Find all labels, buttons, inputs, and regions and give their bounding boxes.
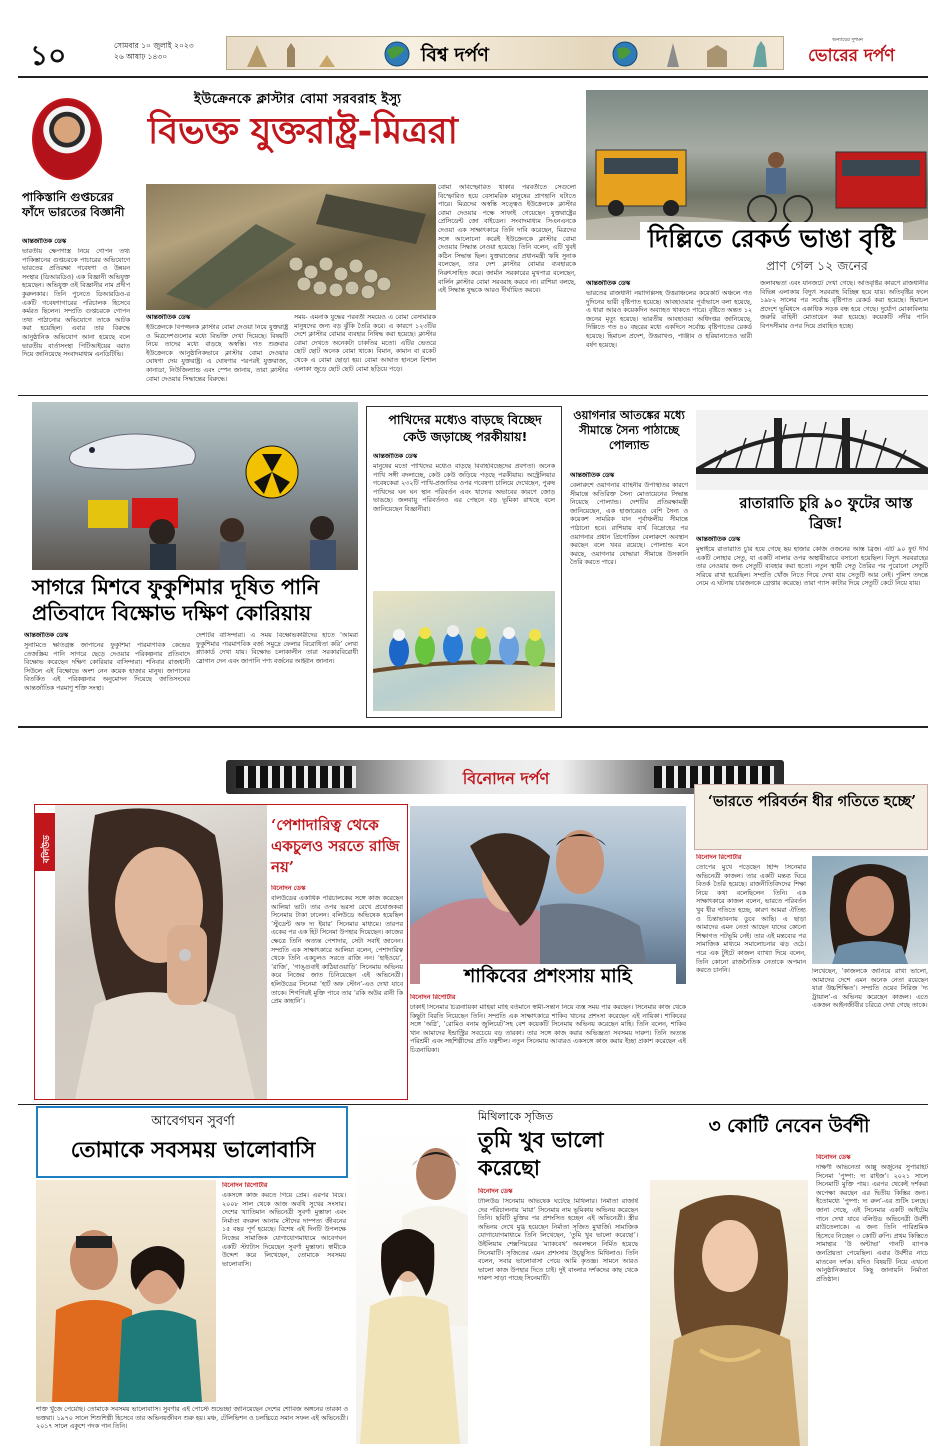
bridge-byline: আন্তর্জাতিক ডেস্ক (696, 536, 740, 543)
ent3-headline: ‘ভারতে পরিবর্তন ধীর গতিতে হচ্ছে’ (707, 793, 917, 810)
delhi-subhead: প্রাণ গেল ১২ জনের (766, 258, 868, 273)
masthead-banner (226, 36, 784, 70)
ent4-body: একসঙ্গে কাজ করতে গিয়ে প্রেম। এরপর বিয়ে। ২০০৮ সাল থেকে আজ অবধি সুখের সংসার। দেশের খ্যাতিমান অভিনেত্রী সুবর্ণা মুস্তাফা এবং নির্মাতা বদরুল আনাম সৌদের দাম্পত্য জীবনের ১৫ বছর পূর্ণ হয়েছে। বিশেষ এই দিনটি উপলক্ষে নিজের সামাজিক যোগাযোগমাধ্যমে আবেগঘন একটি স্ট্যাটাস দিয়েছেন সুবর্ণা মুস্তাফা। স্বামীকে উদ্দেশ করে লিখেছেন, তোমাকে সবসময় ভালোবাসি। (222, 1192, 346, 1268)
masthead-rule (18, 76, 928, 78)
ent1-side-tab-label: বলিউড (42, 835, 52, 863)
bridge-story (696, 410, 928, 718)
poland-body: বেলারুশে ওয়াগনার বাহিনীর উপস্থিতির কারণে সীমান্তে অতিরিক্ত সৈন্য মোতায়েনের সিদ্ধান্ত নিয়েছে পোল্যান্ড। দেশটির প্রতিরক্ষামন্ত্রী জানিয়েছেন, এক হাজারেরও বেশি সৈন্য ও কয়েকশ সামরিক যান পূর্বাঞ্চলীয় সীমান্তে পাঠানো হবে। রাশিয়ায় ব্যর্থ বিদ্রোহের পর ওয়াগনার প্রধান প্রিগোজিন বেলারুশে অবস্থান করছেন বলে খবর রয়েছে। পোল্যান্ড মনে করছে, ওয়াগনার যোদ্ধারা সীমান্তে উসকানি তৈরি করতে পারে। (570, 482, 688, 567)
kajol-photo (812, 856, 928, 964)
ent3-story (694, 784, 928, 1100)
urvashi-photo (650, 1180, 808, 1446)
poland-headline: ওয়াগনার আতঙ্কের মধ্যে সীমান্তে সৈন্য পাঠাচ্ছে পোল্যান্ড (573, 408, 685, 452)
ent1-side-tab (35, 813, 55, 871)
korea-headline-2: প্রতিবাদে বিক্ষোভ দক্ষিণ কোরিয়ায় (32, 601, 312, 625)
suborna-art (36, 1180, 216, 1402)
ent6-body: দক্ষিণী অভিনেতা আল্লু অর্জুনের সুপারহিট সিনেমা ‘পুষ্পা: দ্য রাইজ’। ২০২১ সালে সিনেমাটি মুক্তি পায়। এরপর থেকেই দর্শকরা অপেক্ষা করছেন এর দ্বিতীয় কিস্তির জন্য। ইতোমধ্যে ‘পুষ্পা: দ্য রুল’-এর শুটিং চলছে। জানা গেছে, এই সিনেমার একটি আইটেম গানে দেখা যাবে বলিউড অভিনেত্রী উর্বশী রাউতেলাকে। এ জন্য তিনি পারিশ্রমিক হিসেবে নিচ্ছেন ৩ কোটি রুপি। প্রথম কিস্তিতে সামান্থার ‘উ অন্টাভা’ গানটি ব্যাপক জনপ্রিয়তা পেয়েছিল। এবার উর্বশীর নাচে মাতবেন দর্শক। যদিও বিষয়টি নিয়ে এখনো আনুষ্ঠানিকভাবে কিছু জানায়নি নির্মাতা প্রতিষ্ঠান। (816, 1164, 928, 1283)
ent2-headline: শাকিবের প্রশংসায় মাহি (420, 964, 676, 990)
ent6-byline: বিনোদন ডেস্ক (816, 1154, 851, 1161)
ent4-body2: শক্তি খুঁজে পেয়েছি। তোমাকে সবসময় ভালোবাসি। সুবর্ণার এই পোস্টে শুভেচ্ছা জানিয়েছেন দেশের শোবিজ অঙ্গনের তারকা ও ভক্তরা। ১৯৭০ সালে শিশুশিল্পী হিসেবে তার অভিনয়জীবন শুরু হয়। মঞ্চ, টেলিভিশন ও চলচ্চিত্রে সমান সফল এই অভিনেত্রী। ২০১৭ সালে একুশে পদক পান তিনি। (36, 1406, 348, 1431)
lead-headline: বিভক্ত যুক্তরাষ্ট্র-মিত্ররা (148, 110, 458, 152)
ent2-story (410, 804, 686, 1100)
paper-tagline: অন্যায়ের দুশমন (832, 37, 863, 43)
flood-photo (586, 90, 928, 240)
side-story (18, 188, 130, 392)
divider-2 (18, 726, 928, 728)
delhi-body1: ভারতের রাজধানী নয়াদিল্লিসহ উত্তরাঞ্চলের কয়েকটি অঞ্চলে গত দুদিনের ভারী বৃষ্টিপাত হয়েছে। আবহাওয়ার পূর্বাভাসে বলা হয়েছে, এ ধারা আরও কয়েকদিন অব্যাহত থাকতে পারে। বৃষ্টিতে অন্তত ১২ জনের মৃত্যু হয়েছে। ভারতীয় আবহাওয়া অধিদপ্তর জানিয়েছে, দিল্লিতে গত ৪০ বছরের মধ্যে একদিনে সর্বোচ্চ বৃষ্টিপাতের রেকর্ড হয়েছে। হিমাচল প্রদেশ, উত্তরাখণ্ড, পাঞ্জাব ও হরিয়ানাতেও ভারী বর্ষণ হয়েছে। (586, 290, 752, 349)
film-strip-left (236, 766, 356, 788)
ent4-kicker: আবেগঘন সুবর্ণা (151, 1114, 235, 1129)
ent3-body2: লিখেছেন, ‘কাজলকে জানিয়ে রাখা ভালো, আমাদের দেশে এমন অনেক নেতা রয়েছেন যারা উচ্চশিক্ষিত’। সম্প্রতি ওয়েব সিরিজ ‘দ্য ট্রায়াল’-এ অভিনয় করেছেন কাজল। এতে একজন আইনজীবীর চরিত্রে দেখা গেছে তাকে। (812, 968, 928, 1010)
lead-kicker: ইউক্রেনকে ক্লাস্টার বোমা সরবরাহ ইস্যু (194, 92, 402, 107)
ent1-headline: ‘পেশাদারিত্ব থেকে একচুলও সরতে রাজি নয়’ (271, 816, 400, 876)
ent3-byline: বিনোদন রিপোর্টার (696, 854, 742, 861)
ent5-kicker: মিথিলাকে সৃজিত (478, 1110, 554, 1123)
side-story-body: ভারতীয় ক্ষেপণাস্ত্র নিয়ে গোপন তথ্য পাকিস্তানের গুপ্তচরকে পাচারের অভিযোগে ভারতের প্রতিরক্ষা গবেষণা ও উন্নয়ন সংস্থার (ডিআরডিও) এক বিজ্ঞানী অভিযুক্ত হয়েছেন। অভিযুক্ত ওই বিজ্ঞানীর নাম প্রদীপ কুরুলকার। তিনি পুনেতে ডিআরডিও-র একটি গবেষণাগারের পরিচালক হিসেবে কর্মরত ছিলেন। সম্প্রতি গুপ্তচরকে গোপন তথ্য পাঠানোর অভিযোগে তাকে আটক করা হয়েছিল। এবার তার বিরুদ্ধে আনুষ্ঠানিক অভিযোগ আনা হয়েছে বলে ভারতীয় বার্তাসংস্থা পিটিআইয়ের বরাত দিয়ে জানিয়েছে সংবাদমাধ্যম এনডিটিভি। (22, 248, 130, 359)
bridge-photo (696, 410, 928, 490)
poland-story (570, 406, 688, 718)
parakeets-art (373, 591, 555, 711)
delhi-body2: জলাবদ্ধতা এবং যানজটে দেখা গেছে। অতিবৃষ্টির কারণে রাজধানীর বিভিন্ন এলাকায় বিদ্যুৎ সরবরাহ বিচ্ছিন্ন হয়ে যায়। অতিবৃষ্টির ফলে ১৯৮২ সালের পর সর্বোচ্চ বৃষ্টিপাত রেকর্ড করা হয়েছে। হিমাচল প্রদেশে ভূমিধসে একাধিক সড়ক বন্ধ হয়ে গেছে। দুর্যোগ মোকাবিলায় জরুরি বাহিনী মোতায়েন করা হয়েছে। কয়েকটি নদীর পানি বিপদসীমার ওপর দিয়ে প্রবাহিত হচ্ছে। (760, 280, 928, 330)
couple-photo (410, 806, 686, 984)
couple-photo-2 (36, 1180, 216, 1402)
munitions-art (146, 184, 436, 310)
couple-art (410, 806, 686, 984)
ent4-byline: বিনোদন রিপোর্টার (222, 1182, 268, 1189)
date-gregorian: সোমবার ১০ জুলাই ২০২৩ (114, 41, 194, 50)
paper-logo: ভোরের দর্পণ (808, 46, 895, 66)
date-line (114, 40, 194, 62)
divider-1 (18, 395, 928, 396)
korea-headline-1: সাগরে মিশবে ফুকুশিমার দূষিত পানি (32, 575, 320, 599)
page-number: ১০ (30, 39, 67, 72)
delhi-byline: আন্তর্জাতিক ডেস্ক (586, 280, 630, 287)
ent2-byline: বিনোদন রিপোর্টার (410, 994, 456, 1001)
side-story-headline: পাকিস্তানি গুপ্তচরের ফাঁদে ভারতের বিজ্ঞানী (22, 190, 125, 219)
ent6-headline: ৩ কোটি নেবেন উর্বশী (708, 1116, 870, 1137)
birds-story (366, 406, 562, 718)
korea-byline: আন্তর্জাতিক ডেস্ক (24, 632, 68, 639)
birds-headline: পাখিদের মধ্যেও বাড়ছে বিচ্ছেদ কেউ জড়াচ্ছে পরকীয়ায়! (388, 412, 542, 444)
korea-body: সুনামিতে ক্ষতিগ্রস্ত জাপানের ফুকুশিমা পারমাণবিক কেন্দ্রের তেজস্ক্রিয় পানি সাগরে ছেড়ে দেওয়ার পরিকল্পনার প্রতিবাদে বিক্ষোভ করেছেন দক্ষিণ কোরিয়ার বাসিন্দারা। শনিবার রাজধানী সিউলে এই বিক্ষোভে অংশ নেন কয়েক হাজার মানুষ। জাপানের বিতর্কিত এই পরিকল্পনার অনুমোদন দিয়েছে জাতিসংঘের আন্তর্জাতিক পরমাণু শক্তি সংস্থা। (24, 642, 190, 692)
ent5-body: টালিউড সিনেমায় অভিষেক ঘটেছে মিথিলার। নির্মাতা রাজর্ষি দের পরিচালনায় ‘মায়া’ সিনেমায় নাম ভূমিকায় অভিনয় করেছেন তিনি। ছবিটি মুক্তির পর প্রশংসিত হচ্ছেন এই অভিনেত্রী। স্ত্রীর অভিনয় দেখে মুগ্ধ হয়েছেন নির্মাতা সৃজিত মুখার্জি। সামাজিক যোগাযোগমাধ্যমে তিনি লিখেছেন, ‘তুমি খুব ভালো করেছো’। উইলিয়াম শেক্সপিয়রের ‘ম্যাকবেথ’ অবলম্বনে নির্মিত হয়েছে সিনেমাটি। সৃজিতের এমন প্রশংসায় উচ্ছ্বসিত মিথিলাও। তিনি বলেন, সবার ভালোবাসা পেয়ে আমি কৃতজ্ঞ। সামনে আরও ভালো কাজ উপহার দিতে চাই। দুই বাংলার দর্শকদের কাছ থেকে দারুণ সাড়া পাচ্ছে সিনেমাটি। (478, 1198, 638, 1283)
lead-col2: সময়- এমনকি যুদ্ধের পরবর্তী সময়েও এ বোমা বেসামরিক মানুষদের জন্য বড় ঝুঁকি তৈরি করে। এ কারণে ১২৩টির দেশে ক্লাস্টার বোমার ব্যবহার নিষিদ্ধ করা হয়েছে। ক্লাস্টার বোমা দেখতে অনেকটা চাকতির মতো। এটির ভেতরে ছোট ছোট অনেক বোমা থাকে। বিমান, কামান বা রকেট থেকে এ বোমা ছোড়া হয়। বোমা আঘাত হানলে বিশাল এলাকা জুড়ে ছোট ছোট বোমা ছড়িয়ে পড়ে। (294, 314, 436, 373)
landmarks-art (227, 37, 783, 69)
parakeets-photo (373, 591, 555, 711)
bridge-body: মুম্বাইয়ে রাতারাতি চুরি হয়ে গেছে ছয় হাজার কেজি ওজনের আস্ত ব্রিজ। এটি ৯০ ফুট দীর্ঘ একটি লোহার সেতু, যা একটি নালার ওপর অস্থায়ীভাবে বসানো হয়েছিল। বিদ্যুৎ সরবরাহের তার নেওয়ার জন্য সেতুটি ব্যবহার করা হতো। নতুন স্থায়ী সেতু তৈরির পর পুরোনো সেতুটি সরিয়ে রাখা হয়েছিল। সম্প্রতি খোঁজ নিতে গিয়ে দেখা যায় সেতুটি আর নেই। পুলিশ তদন্তে নেমে এ ঘটনায় চারজনকে গ্রেপ্তার করেছে। তারা গ্যাস কাটার দিয়ে সেতুটি কেটে নিয়ে যায়। (696, 546, 928, 588)
korea-body2: দেশটির বাসিন্দারা। এ সময় বিক্ষোভকারীদের হাতে ‘আমরা ফুকুশিমার পারমাণবিক বর্জ্য সমুদ্রে ফেলার বিরোধিতা করি’ লেখা প্ল্যাকার্ড দেখা যায়। বিক্ষোভ চলাকালীন তারা সরকারবিরোধী স্লোগান দেন এবং জাপানি পণ্য বর্জনের আহ্বান জানান। (196, 632, 358, 665)
korea-story (18, 398, 358, 718)
delhi-headline: দিল্লিতে রেকর্ড ভাঙা বৃষ্টি (640, 222, 903, 256)
kajol-art (812, 856, 928, 964)
ent1-byline: বিনোদন ডেস্ক (271, 885, 306, 892)
actress-art-1 (55, 805, 267, 1099)
cluster-bomb-photo (146, 184, 436, 310)
lead-col3: বোমা অবিস্ফোরিত থাকার পরবর্তীতে সেগুলো বিস্ফোরিত হয়ে বেসামরিক মানুষের প্রাণহানি ঘটাতে পারে। মিত্রদের অস্বস্তি সত্ত্বেও ইউক্রেনকে ক্লাস্টার বোমা দেওয়ার পক্ষে সাফাই গেয়েছেন যুক্তরাষ্ট্রের প্রেসিডেন্ট জো বাইডেন। সংবাদমাধ্যম সিএনএনকে দেওয়া এক সাক্ষাৎকারে তিনি দাবি করেছেন, মিত্রদের সঙ্গে আলোচনা করেই ইউক্রেনকে ক্লাস্টার বোমা দেওয়ার সিদ্ধান্ত নেওয়া হয়েছে। তিনি বলেন, এটি খুবই কঠিন সিদ্ধান্ত ছিল। যুক্তরাজ্যের প্রধানমন্ত্রী ঋষি সুনাক বলেছেন, তার দেশ ক্লাস্টার বোমার ব্যবহারকে নিরুৎসাহিত করে। জার্মান সরকারের মুখপাত্র বলেছেন, বার্লিন ক্লাস্টার বোমা সরবরাহ করবে না। রাশিয়া বলছে, এই সিদ্ধান্ত যুদ্ধকে আরও দীর্ঘায়িত করবে। (438, 184, 576, 295)
ent5-story (356, 1106, 642, 1446)
divider-3 (18, 1104, 928, 1105)
ent1-body: বলিউডের একাধিক পরিচালকের সঙ্গে কাজ করেছেন আলিয়া ভাট। তার ওপর ভরসা রেখে প্রযোজকরা সিনেমায় টাকা ঢালেন। বলিউডে অভিষেক হয়েছিল ‘স্টুডেন্ট অফ দ্য ইয়ার’ সিনেমার মাধ্যমে। তারপর একের পর এক হিট সিনেমা উপহার দিয়েছেন। কাজের ক্ষেত্রে তিনি অত্যন্ত পেশাদার, সেটা সবাই জানেন। সম্প্রতি এক সাক্ষাৎকারে আলিয়া বলেন, পেশাদারিত্ব থেকে তিনি একচুলও সরতে রাজি নন। ‘হাইওয়ে’, ‘রাজি’, ‘গাঙ্গুবাই কাঠিয়াওয়াড়ি’ সিনেমায় অভিনয় করে নিজের জাত চিনিয়েছেন এই অভিনেত্রী। হলিউডের সিনেমা ‘হার্ট অফ স্টোন’-এও দেখা যাবে তাকে। শিগগিরই মুক্তি পাবে তার ‘রকি অউর রানী কি প্রেম কাহানি’। (271, 895, 403, 1006)
masthead (0, 0, 945, 80)
protest-photo (32, 402, 358, 570)
poland-byline: আন্তর্জাতিক ডেস্ক (570, 472, 614, 479)
ent4-story (18, 1106, 348, 1446)
ent5-byline: বিনোদন ডেস্ক (478, 1188, 513, 1195)
birds-byline: আন্তর্জাতিক ডেস্ক (373, 453, 417, 460)
ent3-body: তোপের মুখে পড়েছেন হিন্দি সিনেমার অভিনেত্রী কাজল। তার একটি মন্তব্য ঘিরে বিতর্ক তৈরি হয়েছে। রাজনীতিবিদদের শিক্ষা নিয়ে কথা বলেছিলেন তিনি। এক সাক্ষাৎকারে কাজল বলেন, ভারতে পরিবর্তন খুব ধীর গতিতে হচ্ছে, কারণ আমরা ঐতিহ্য ও চিন্তাভাবনায় ডুবে আছি। এ ছাড়া আমাদের এমন নেতা আছেন যাদের কোনো শিক্ষাগত পটভূমি নেই। তার এই মন্তব্যের পর সামাজিক মাধ্যমে সমালোচনার ঝড় ওঠে। পরে এক টুইটে কাজল ব্যাখ্যা দিয়ে বলেন, তিনি কোনো রাজনৈতিক নেতাকে অপমান করতে চাননি। (696, 864, 806, 975)
entertainment-title: বিনোদন দর্পণ (462, 769, 550, 788)
lead-byline: আন্তর্জাতিক ডেস্ক (146, 314, 190, 321)
ent5-headline: তুমি খুব ভালো করেছো (478, 1127, 604, 1180)
ent2-body: ঢাকাই সিনেমার চিত্রনায়িকা মাহিয়া মাহি বর্তমানে স্বামী-সন্তান নিয়ে ব্যস্ত সময় পার করছেন। সিনেমার কাজ থেকে কিছুটা বিরতি নিয়েছেন তিনি। সম্প্রতি এক সাক্ষাৎকারে শাকিব খানের প্রশংসা করেছেন এই নায়িকা। শাকিবের সঙ্গে ‘অগ্নি’, ‘রোমিও বনাম জুলিয়েট’সহ বেশ কয়েকটি সিনেমায় অভিনয় করেছেন মাহি। তিনি বলেন, শাকিব খান আমাদের ইন্ডাস্ট্রির সবচেয়ে বড় তারকা। তার সঙ্গে কাজ করার অভিজ্ঞতা সবসময় দারুণ। তিনি অত্যন্ত পরিশ্রমী এবং সহশিল্পীদের প্রতি যত্নশীল। নতুন সিনেমায় আবারও একসঙ্গে কাজ করার ইচ্ছা প্রকাশ করেছেন এই চিত্রনায়িকা। (410, 1004, 686, 1054)
ent4-headline: তোমাকে সবসময় ভালোবাসি (70, 1138, 316, 1163)
ent1-story (34, 804, 408, 1100)
ent6-story (650, 1106, 928, 1446)
delhi-rain-story (586, 82, 928, 392)
author-portrait (32, 98, 102, 180)
birds-body: মানুষের মতো পাখিদের মধ্যেও বাড়ছে বিবাহবিচ্ছেদের প্রবণতা। অনেক পাখি সঙ্গী বদলাচ্ছে, কেউ কেউ জড়িয়ে পড়ছে পরকীয়ায়। অস্ট্রেলিয়ার গবেষকেরা ২৩২টি পাখি-প্রজাতির ওপর গবেষণা চালিয়ে দেখেছেন, পুরুষ পাখিদের ঘন ঘন স্থান পরিবর্তন এবং খাদ্যের অভাবের কারণে জোড় ভাঙছে। জলবায়ু পরিবর্তনও এর পেছনে বড় ভূমিকা রাখছে বলে জানিয়েছেন বিজ্ঞানীরা। (373, 463, 555, 513)
section-title: বিশ্ব দর্পণ (421, 44, 489, 66)
date-bengali: ২৬ আষাঢ় ১৪৩০ (114, 52, 168, 61)
lead-col1: ইউক্রেনকে বিপজ্জনক ক্লাস্টার বোমা দেওয়া নিয়ে যুক্তরাষ্ট্র ও মিত্রদেশগুলোর মধ্যে বিভক্তি দেখা দিয়েছে। বিষয়টি নিয়ে তাদের মধ্যে বাড়ছে অস্বস্তি। গত শুক্রবার ইউক্রেনকে আনুষ্ঠানিকভাবে ক্লাস্টার বোমা দেওয়ার ঘোষণা দেয় যুক্তরাষ্ট্র। এ ঘোষণার পরপরই যুক্তরাজ্য, কানাডা, নিউজিল্যান্ড এবং স্পেন জানায়, তারা ক্লাস্টার বোমা দেওয়ার সিদ্ধান্তের বিরুদ্ধে। (146, 324, 288, 383)
actress-photo-1 (55, 805, 267, 1099)
side-story-byline: আন্তর্জাতিক ডেস্ক (22, 238, 66, 245)
lead-story (18, 82, 578, 392)
urvashi-art (650, 1180, 808, 1446)
mithila-photo (356, 1126, 468, 1444)
mithila-art (356, 1126, 468, 1444)
protest-art (32, 402, 358, 570)
flood-art (586, 90, 928, 240)
bridge-headline: রাতারাতি চুরি ৯০ ফুটের আস্ত ব্রিজ! (739, 495, 913, 532)
bridge-art (696, 410, 928, 490)
